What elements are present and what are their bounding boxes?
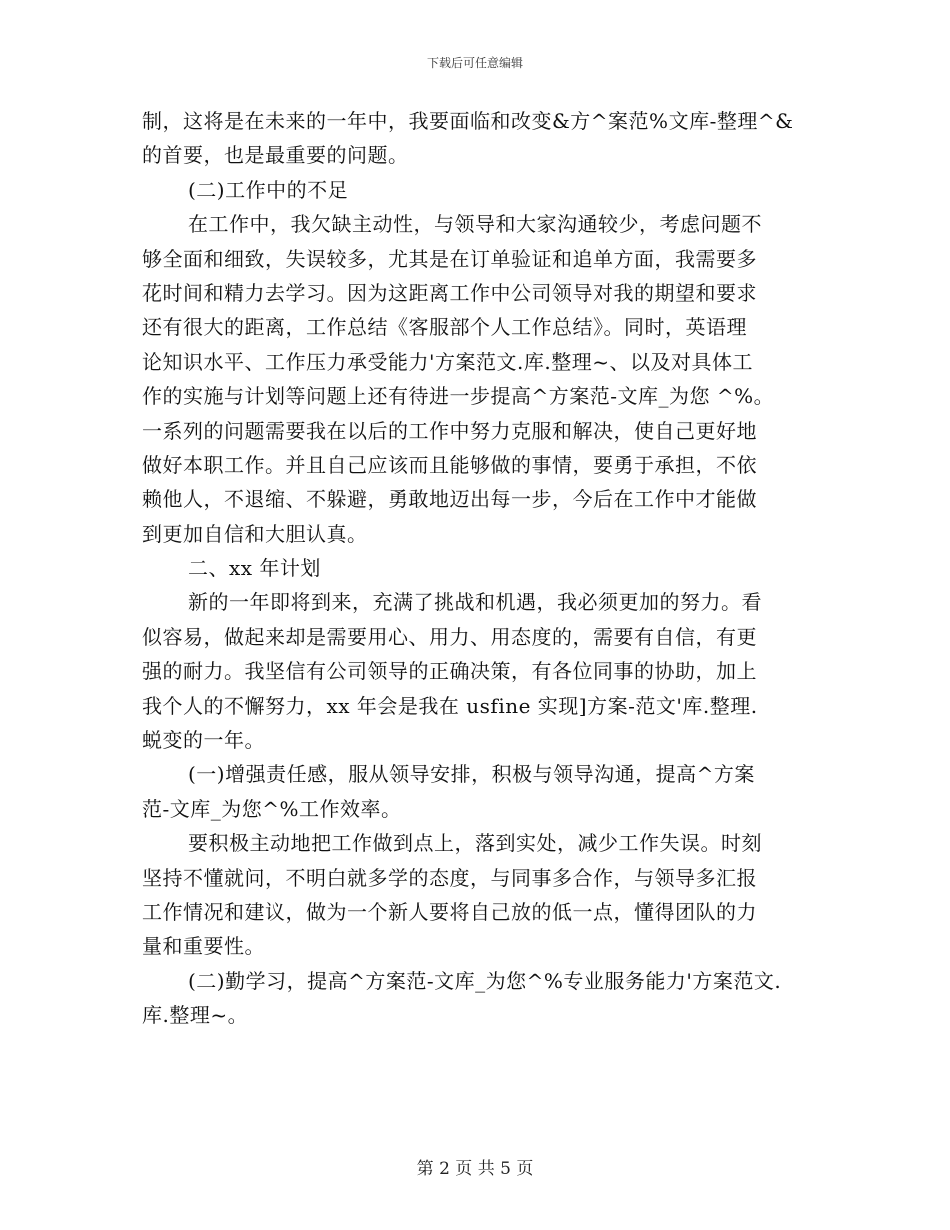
text-line: 论知识水平、工作压力承受能力'方案范文.库.整理~、以及对具体工	[142, 349, 753, 374]
text-line: 坚持不懂就问，不明白就多学的态度，与同事多合作，与领导多汇报	[142, 865, 757, 890]
text-line: 二、xx 年计划	[188, 556, 321, 581]
text-line: 工作情况和建议，做为一个新人要将自己放的低一点，懂得团队的力	[142, 899, 757, 924]
document-body	[142, 104, 812, 1033]
text-line: 作的实施与计划等问题上还有待进一步提高^方案范-文库_为您 ^%。	[142, 384, 775, 409]
page-header: 下载后可任意编辑	[426, 56, 523, 70]
text-line: 似容易，做起来却是需要用心、用力、用态度的，需要有自信，有更	[142, 624, 757, 649]
text-line: 还有很大的距离，工作总结《客服部个人工作总结》。同时，英语理	[142, 315, 747, 340]
text-line: 赖他人，不退缩、不躲避，勇敢地迈出每一步，今后在工作中才能做	[142, 487, 757, 512]
text-line: (一)增强责任感，服从领导安排，积极与领导沟通，提高^方案	[188, 762, 755, 787]
text-line: 蜕变的一年。	[142, 728, 265, 753]
text-line: 制，这将是在未来的一年中，我要面临和改变&方^案范%文库-整理^&	[142, 109, 794, 133]
text-line: 我个人的不懈努力，xx 年会是我在 usfine 实现]方案-范文'库.整理.	[142, 693, 758, 718]
text-line: 强的耐力。我坚信有公司领导的正确决策，有各位同事的协助，加上	[142, 659, 757, 684]
text-line: 一系列的问题需要我在以后的工作中努力克服和解决，使自己更好地	[142, 418, 757, 443]
text-line: (二)工作中的不足	[188, 177, 349, 202]
text-line: 库.整理~。	[142, 1003, 249, 1028]
text-line: 范-文库_为您^%工作效率。	[142, 796, 402, 821]
page-footer: 第 2 页 共 5 页	[416, 1159, 534, 1179]
text-line: 的首要，也是最重要的问题。	[142, 143, 409, 168]
text-line: 做好本职工作。并且自己应该而且能够做的事情，要勇于承担，不依	[142, 452, 757, 477]
text-line: 花时间和精力去学习。因为这距离工作中公司领导对我的期望和要求	[142, 280, 757, 305]
text-line: 在工作中，我欠缺主动性，与领导和大家沟通较少，考虑问题不	[188, 212, 762, 237]
text-line: (二)勤学习，提高^方案范-文库_为您^%专业服务能力'方案范文.	[188, 968, 782, 993]
text-line: 够全面和细致，失误较多，尤其是在订单验证和追单方面，我需要多	[142, 246, 757, 271]
text-line: 到更加自信和大胆认真。	[142, 521, 368, 546]
text-line: 量和重要性。	[142, 934, 265, 959]
text-line: 新的一年即将到来，充满了挑战和机遇，我必须更加的努力。看	[188, 590, 762, 615]
text-line: 要积极主动地把工作做到点上，落到实处，减少工作失误。时刻	[188, 831, 762, 856]
